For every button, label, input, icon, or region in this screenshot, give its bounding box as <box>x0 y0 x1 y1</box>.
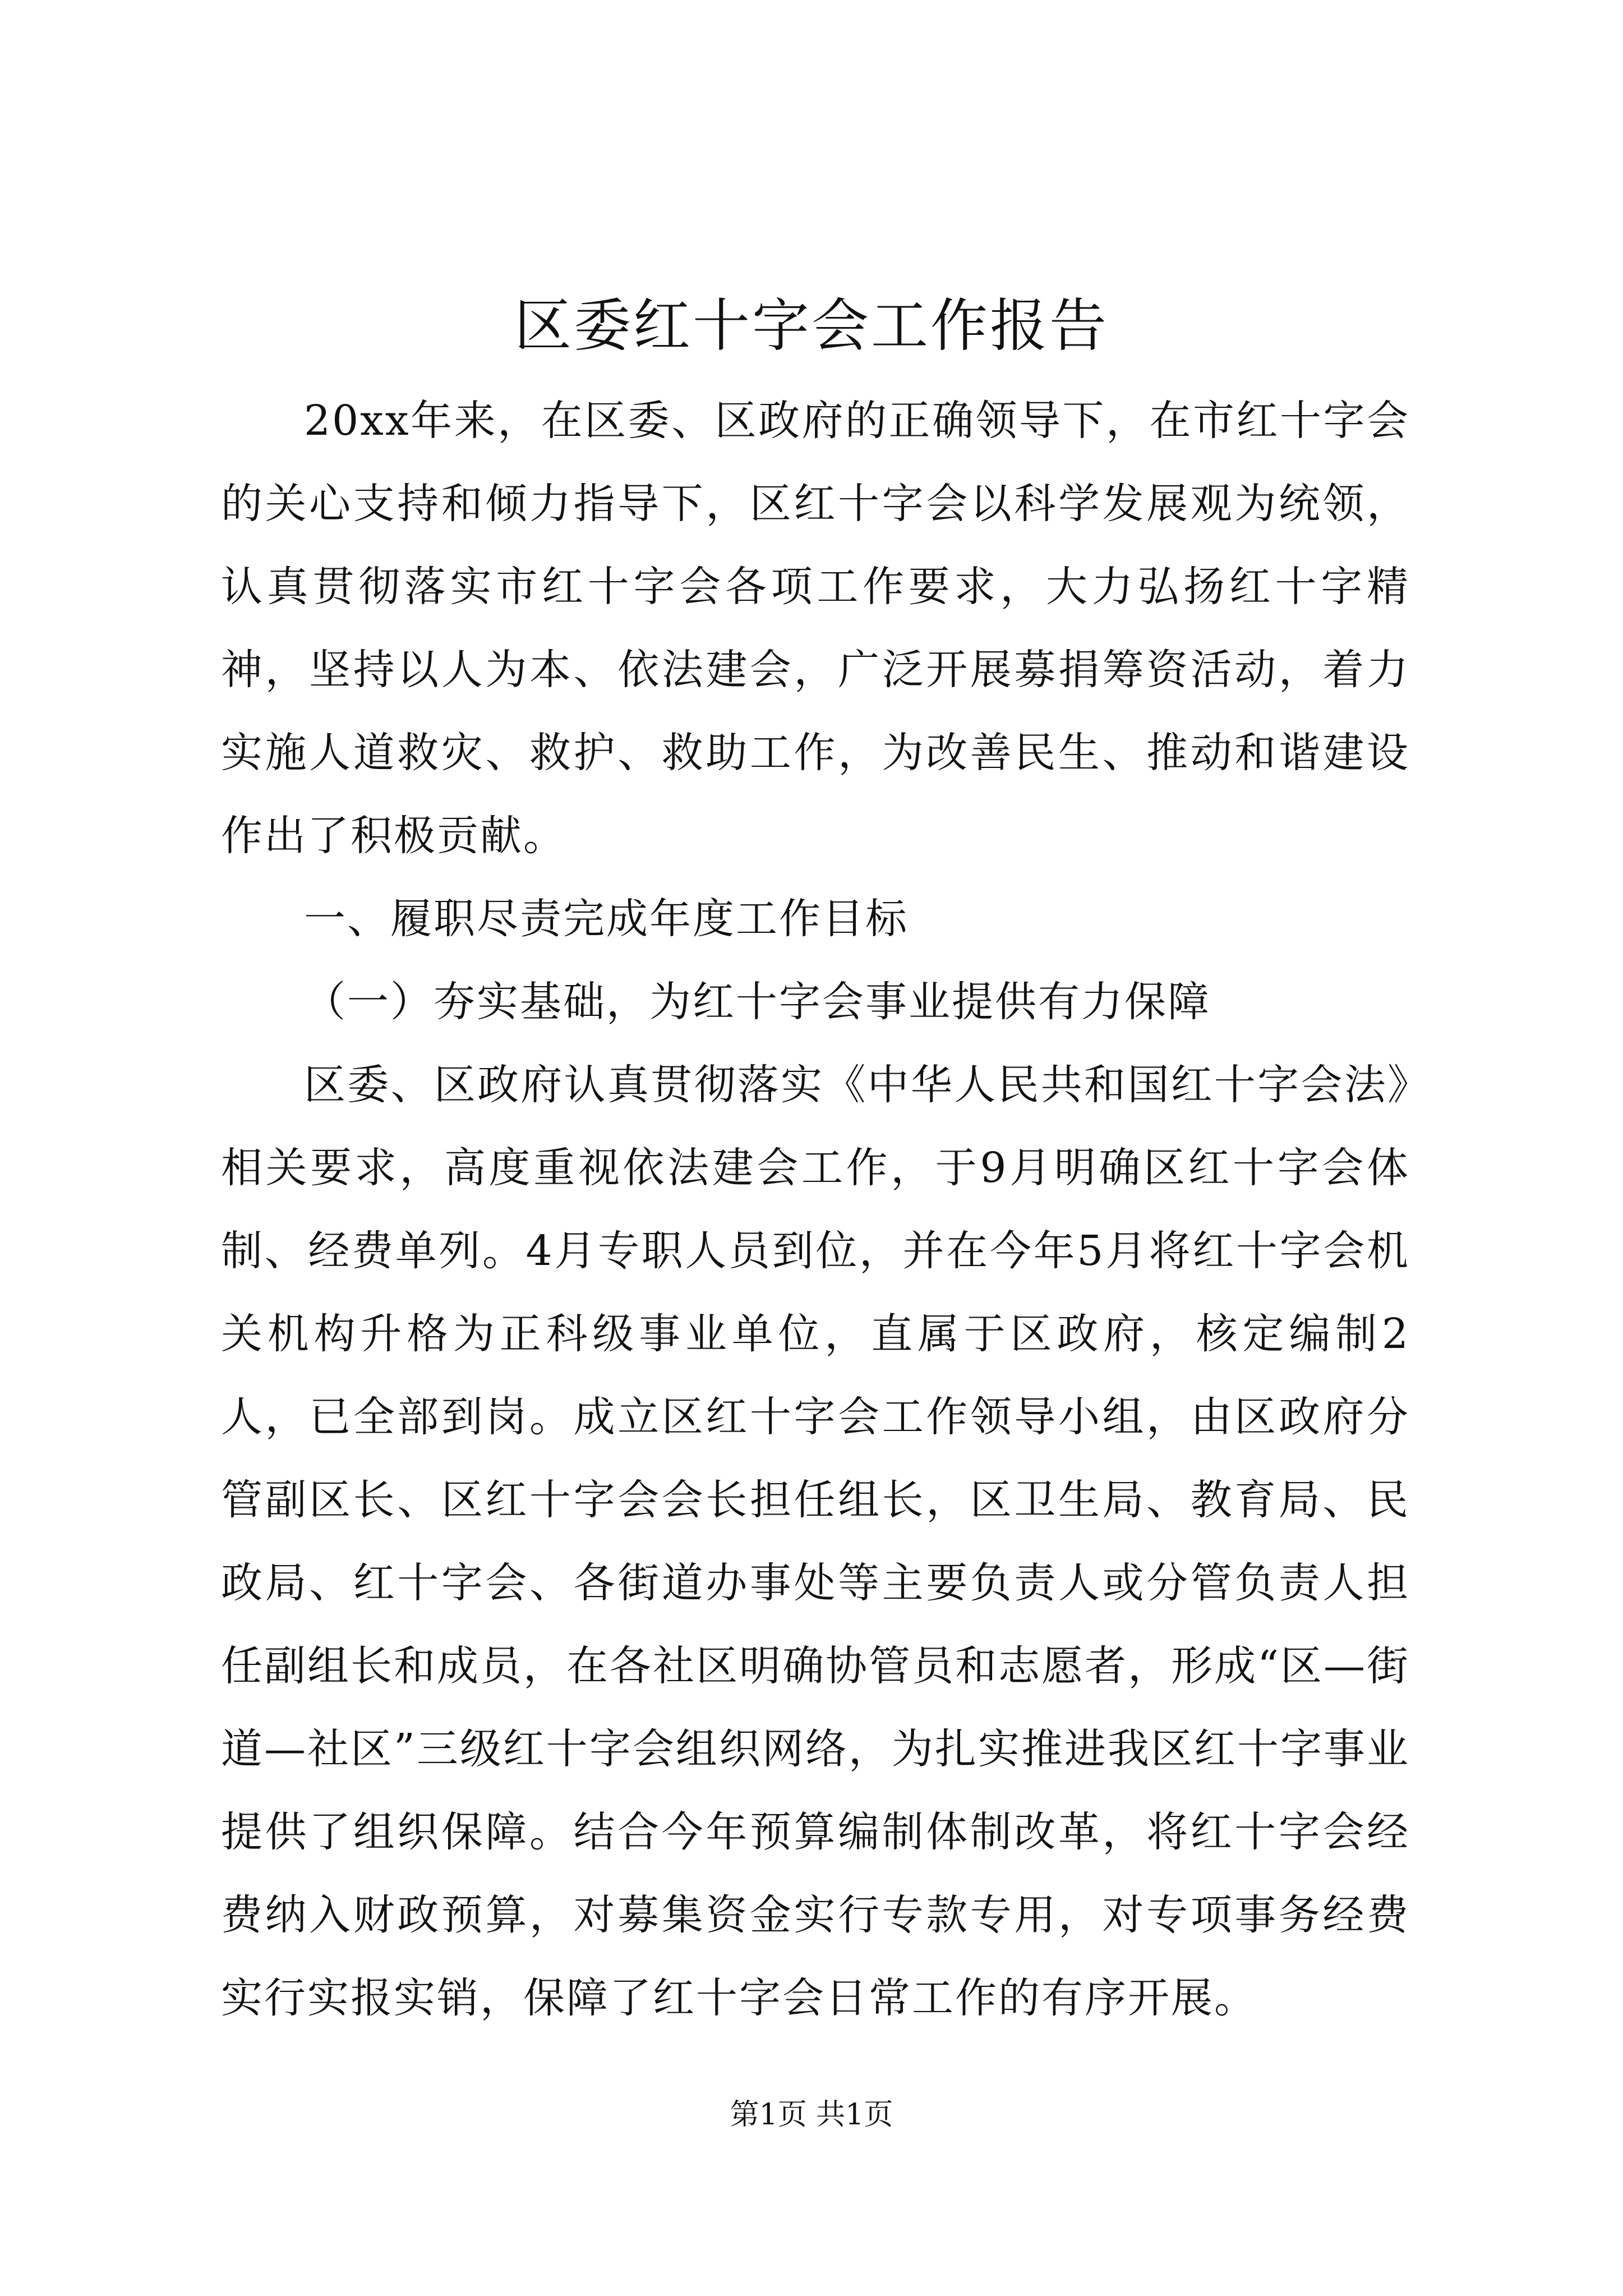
document-title: 区委红十字会工作报告 <box>514 293 1109 360</box>
subsection-heading: （一）夯实基础，为红十字会事业提供有力保障 <box>304 978 1211 1026</box>
document-body <box>221 379 1410 2040</box>
intro-paragraph: 20xx年来，在区委、区政府的正确领导下，在市红十字会的关心支持和倾力指导下，区红十字会以科学发展观为统领，认真贯彻落实市红十字会各项工作要求，大力弘扬红十字精神，坚持以人为本、依法建会，广泛开展募捐筹资活动，着力实施人道救灾、救护、救助工作，为改善民生、推动和谐建设作出了积极贡献。 <box>221 397 1410 860</box>
section-heading: 一、履职尽责完成年度工作目标 <box>304 895 909 943</box>
body-paragraph: 区委、区政府认真贯彻落实《中华人民共和国红十字会法》相关要求，高度重视依法建会工作，于9月明确区红十字会体制、经费单列。4月专职人员到位，并在今年5月将红十字会机关机构升格为正科级事业单位，直属于区政府，核定编制2人，已全部到岗。成立区红十字会工作领导小组，由区政府分管副区长、区红十字会会长担任组长，区卫生局、教育局、民政局、红十字会、各街道办事处等主要负责人或分管负责人担任副组长和成员，在各社区明确协管员和志愿者，形成“区—街道—社区”三级红十字会组织网络，为扎实推进我区红十字事业提供了组织保障。结合今年预算编制体制改革，将红十字会经费纳入财政预算，对募集资金实行专款专用，对专项事务经费实行实报实销，保障了红十字会日常工作的有序开展。 <box>221 1061 1410 2022</box>
page-footer: 第1页 共1页 <box>730 2098 893 2132</box>
